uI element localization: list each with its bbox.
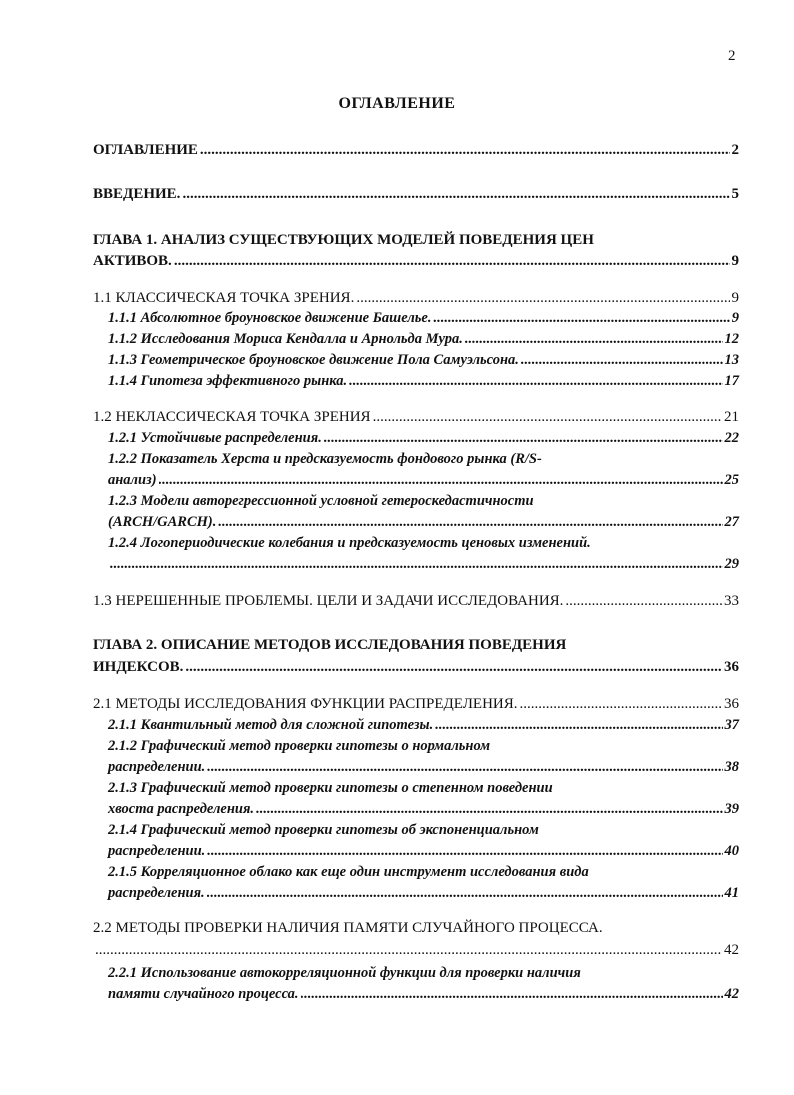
toc-entry-page: 2 bbox=[731, 142, 739, 158]
toc-entry-title: 1.1.4 Гипотеза эффективного рынка. bbox=[108, 373, 348, 389]
toc-entry[interactable] bbox=[108, 556, 739, 573]
page-number: 2 bbox=[728, 48, 736, 64]
toc-entry-title: распределении. bbox=[108, 843, 206, 859]
toc-entry[interactable] bbox=[93, 290, 739, 307]
toc-entry-page: 38 bbox=[724, 759, 739, 775]
toc-entry[interactable] bbox=[93, 253, 739, 270]
toc-entry-title-line1: 2.1.5 Корреляционное облако как еще один инструмент исследования вида bbox=[108, 864, 589, 880]
toc-entry-title: 1.1 КЛАССИЧЕСКАЯ ТОЧКА ЗРЕНИЯ. bbox=[93, 290, 355, 306]
toc-entry[interactable] bbox=[108, 759, 739, 776]
toc-entry-title: АКТИВОВ. bbox=[93, 253, 172, 269]
toc-entry[interactable] bbox=[108, 885, 739, 902]
toc-entry-page: 39 bbox=[724, 801, 739, 817]
toc-entry-title: (ARCH/GARCH). bbox=[108, 514, 217, 530]
toc-entry-title: 2.1 МЕТОДЫ ИССЛЕДОВАНИЯ ФУНКЦИИ РАСПРЕДЕЛЕНИЯ. bbox=[93, 696, 518, 712]
toc-entry-title: распределении. bbox=[108, 759, 206, 775]
toc-entry[interactable] bbox=[108, 352, 739, 369]
toc-entry-title: распределения. bbox=[108, 885, 205, 901]
toc-entry[interactable] bbox=[108, 331, 739, 348]
toc-entry-page: 29 bbox=[724, 556, 739, 572]
toc-entry-page: 36 bbox=[724, 696, 739, 712]
toc-entry[interactable] bbox=[108, 801, 739, 818]
toc-entry[interactable] bbox=[108, 310, 739, 327]
toc-entry-page: 9 bbox=[731, 253, 739, 269]
toc-entry-title-line1: 2.1.2 Графический метод проверки гипотезы о нормальном bbox=[108, 738, 491, 754]
toc-entry-title-line1: ГЛАВА 2. ОПИСАНИЕ МЕТОДОВ ИССЛЕДОВАНИЯ ПОВЕДЕНИЯ bbox=[93, 637, 567, 653]
toc-entry[interactable] bbox=[108, 373, 739, 390]
toc-entry-page: 9 bbox=[731, 290, 739, 306]
toc-entry-title: 1.1.1 Абсолютное броуновское движение Башелье. bbox=[108, 310, 432, 326]
toc-entry-title: памяти случайного процесса. bbox=[108, 986, 299, 1002]
toc-entry[interactable] bbox=[108, 986, 739, 1003]
toc-title: ОГЛАВЛЕНИЕ bbox=[338, 95, 456, 112]
toc-entry-page: 9 bbox=[731, 310, 739, 326]
toc-entry-title: хвоста распределения. bbox=[108, 801, 255, 817]
toc-entry-page: 42 bbox=[724, 986, 739, 1002]
toc-entry-title: 2.1.1 Квантильный метод для сложной гипотезы. bbox=[108, 717, 434, 733]
toc-entry-page: 17 bbox=[724, 373, 739, 389]
toc-entry-title: анализ) bbox=[108, 472, 157, 488]
toc-entry-title-line1: 2.2.1 Использование автокорреляционной функции для проверки наличия bbox=[108, 965, 581, 981]
toc-entry-title-line1: 2.1.3 Графический метод проверки гипотезы о степенном поведении bbox=[108, 780, 553, 796]
toc-entry[interactable] bbox=[108, 514, 739, 531]
toc-entry-title: ИНДЕКСОВ. bbox=[93, 659, 184, 675]
toc-entry-title: 1.2.1 Устойчивые распределения. bbox=[108, 430, 322, 446]
toc-entry-title: ОГЛАВЛЕНИЕ bbox=[93, 142, 198, 158]
toc-entry-page: 41 bbox=[724, 885, 739, 901]
toc-entry-page: 12 bbox=[724, 331, 739, 347]
toc-entry[interactable] bbox=[93, 142, 739, 159]
toc-entry-title-line1: 2.2 МЕТОДЫ ПРОВЕРКИ НАЛИЧИЯ ПАМЯТИ СЛУЧАЙНОГО ПРОЦЕССА. bbox=[93, 920, 603, 936]
toc-entry[interactable] bbox=[93, 186, 739, 203]
toc-entry-title-line1: 1.2.4 Логопериодические колебания и предсказуемость ценовых изменений. bbox=[108, 535, 591, 551]
toc-entry[interactable] bbox=[108, 472, 739, 489]
toc-entry-title: 1.2 НЕКЛАССИЧЕСКАЯ ТОЧКА ЗРЕНИЯ bbox=[93, 409, 371, 425]
toc-entry-page: 13 bbox=[724, 352, 739, 368]
toc-entry-title: 1.1.3 Геометрическое броуновское движение Пола Самуэльсона. bbox=[108, 352, 519, 368]
toc-entry[interactable] bbox=[93, 659, 739, 676]
toc-entry-page: 42 bbox=[724, 942, 739, 958]
toc-entry-title: ВВЕДЕНИЕ. bbox=[93, 186, 181, 202]
toc-entry[interactable] bbox=[93, 696, 739, 713]
toc-entry-title-line1: 1.2.2 Показатель Херста и предсказуемость фондового рынка (R/S- bbox=[108, 451, 542, 467]
toc-entry[interactable] bbox=[108, 430, 739, 447]
toc-entry-title-line1: ГЛАВА 1. АНАЛИЗ СУЩЕСТВУЮЩИХ МОДЕЛЕЙ ПОВЕДЕНИЯ ЦЕН bbox=[93, 232, 594, 248]
toc-entry-page: 25 bbox=[724, 472, 739, 488]
toc-entry-title: 1.3 НЕРЕШЕННЫЕ ПРОБЛЕМЫ. ЦЕЛИ И ЗАДАЧИ ИССЛЕДОВАНИЯ. bbox=[93, 593, 564, 609]
toc-entry-page: 21 bbox=[724, 409, 739, 425]
toc-entry-title: 1.1.2 Исследования Мориса Кендалла и Арнольда Мура. bbox=[108, 331, 463, 347]
toc-entry-page: 5 bbox=[731, 186, 739, 202]
toc-entry-title-line1: 1.2.3 Модели авторегрессионной условной гетероскедастичности bbox=[108, 493, 534, 509]
toc-entry[interactable] bbox=[93, 593, 739, 610]
toc-entry[interactable] bbox=[93, 409, 739, 426]
toc-entry-page: 36 bbox=[724, 659, 739, 675]
toc-entry-page: 22 bbox=[724, 430, 739, 446]
toc-entry[interactable] bbox=[108, 843, 739, 860]
toc-entry-page: 33 bbox=[724, 593, 739, 609]
toc-entry-page: 27 bbox=[724, 514, 739, 530]
toc-entry-title-line1: 2.1.4 Графический метод проверки гипотезы об экспоненциальном bbox=[108, 822, 539, 838]
toc-entry[interactable] bbox=[93, 942, 739, 959]
toc-entry-page: 37 bbox=[724, 717, 739, 733]
toc-entry-page: 40 bbox=[724, 843, 739, 859]
toc-entry[interactable] bbox=[108, 717, 739, 734]
